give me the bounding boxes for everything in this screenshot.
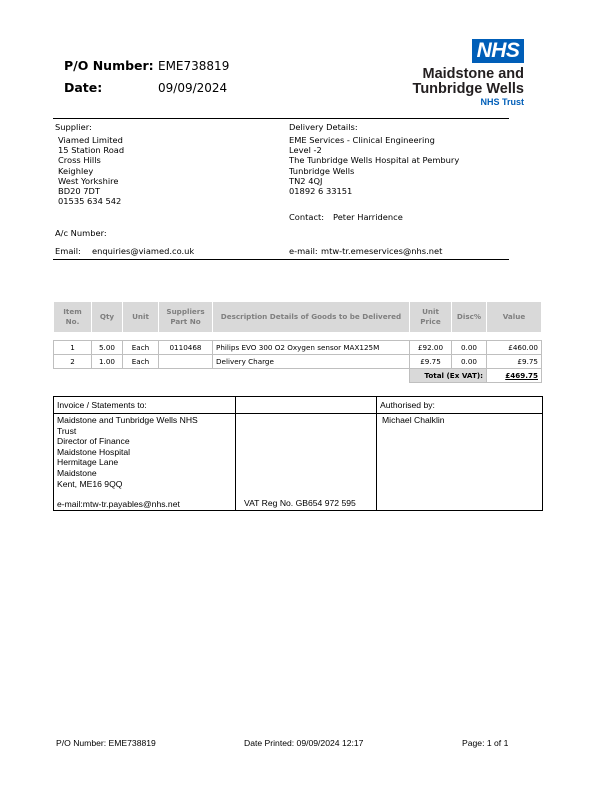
footer-date-printed: Date Printed: 09/09/2024 12:17	[244, 738, 364, 748]
item-unit: Each	[123, 341, 159, 355]
delivery-email[interactable]: mtw-tr.emeservices@nhs.net	[321, 246, 443, 256]
delivery-address-line: EME Services - Clinical Engineering	[289, 135, 435, 145]
supplier-email[interactable]: enquiries@viamed.co.uk	[92, 246, 195, 256]
total-value: £469.75	[487, 369, 542, 383]
authorised-label: Authorised by:	[377, 397, 543, 414]
items-header-row	[54, 302, 542, 333]
item-disc: 0.00	[452, 355, 487, 369]
item-disc: 0.00	[452, 341, 487, 355]
col-qty: Qty	[92, 302, 123, 333]
delivery-address-line: TN2 4QJ	[289, 175, 323, 186]
invoice-address-line: Maidstone	[57, 467, 97, 478]
invoice-label: Invoice / Statements to:	[54, 397, 236, 414]
delivery-address-line: The Tunbridge Wells Hospital at Pembury	[289, 155, 460, 166]
authorised-cell	[377, 414, 543, 511]
item-qty: 5.00	[92, 341, 123, 355]
col-unit: Unit	[123, 302, 159, 333]
trust-name-line3: NHS Trust	[480, 97, 524, 107]
item-no: 1	[54, 341, 92, 355]
col-disc: Disc%	[452, 302, 487, 333]
item-unit-price: £9.75	[410, 355, 452, 369]
col-supplier-part: Suppliers Part No	[159, 302, 213, 333]
invoice-box	[53, 396, 543, 511]
item-value: £460.00	[487, 341, 542, 355]
col-unit-price: Unit Price	[410, 302, 452, 333]
item-unit: Each	[123, 355, 159, 369]
supplier-address	[58, 135, 124, 206]
vat-cell	[236, 414, 377, 511]
delivery-address-line: Level -2	[289, 145, 322, 156]
trust-name-line1: Maidstone and	[422, 66, 524, 82]
footer-page: Page: 1 of 1	[462, 738, 509, 748]
contact-label: Contact:	[289, 212, 325, 222]
vat-reg-number: VAT Reg No. GB654 972 595	[244, 498, 356, 508]
invoice-address-line: Maidstone and Tunbridge Wells NHS	[57, 415, 198, 425]
supplier-address-line: Cross Hills	[58, 155, 101, 166]
col-item-no: Item No.	[54, 302, 92, 333]
items-table	[53, 301, 542, 383]
authorised-name: Michael Chalklin	[382, 415, 445, 425]
contact-name: Peter Harridence	[333, 212, 403, 222]
footer-po-number: P/O Number: EME738819	[56, 738, 156, 748]
supplier-address-line: Keighley	[58, 165, 94, 176]
supplier-address-line: 15 Station Road	[58, 145, 125, 156]
supplier-address-line: BD20 7DT	[58, 185, 101, 196]
date-value: 09/09/2024	[158, 81, 228, 95]
trust-name-line2: Tunbridge Wells	[412, 81, 524, 97]
invoice-address-cell	[54, 414, 236, 511]
invoice-address-line: Director of Finance	[57, 436, 130, 447]
item-supplier-part	[159, 355, 213, 369]
invoice-address-line: Hermitage Lane	[57, 457, 119, 468]
delivery-address-line: Tunbridge Wells	[289, 165, 355, 176]
invoice-address	[57, 415, 232, 489]
header-divider	[53, 118, 509, 119]
invoice-address-line: Maidstone Hospital	[57, 446, 131, 457]
supplier-email-label: Email:	[55, 246, 81, 256]
po-number-value: EME738819	[158, 59, 230, 73]
item-no: 2	[54, 355, 92, 369]
item-qty: 1.00	[92, 355, 123, 369]
ac-number-label: A/c Number:	[55, 228, 107, 238]
delivery-email-label: e-mail:	[289, 246, 318, 256]
supplier-address-line: Viamed Limited	[58, 135, 123, 145]
delivery-address-line: 01892 6 33151	[289, 185, 353, 196]
total-row	[54, 369, 542, 383]
po-number-label: P/O Number:	[64, 58, 154, 73]
col-value: Value	[487, 302, 542, 333]
delivery-address	[289, 135, 459, 196]
invoice-address-line: Trust	[57, 425, 77, 436]
item-supplier-part: 0110468	[159, 341, 213, 355]
table-row	[54, 341, 542, 355]
item-description: Delivery Charge	[213, 355, 410, 369]
supplier-address-line: 01535 634 542	[58, 196, 122, 207]
nhs-logo: NHS	[472, 39, 524, 63]
invoice-address-line: Kent, ME16 9QQ	[57, 478, 123, 489]
supplier-label: Supplier:	[55, 122, 92, 132]
supplier-address-line: West Yorkshire	[58, 175, 119, 186]
invoice-email[interactable]: e-mail:mtw-tr.payables@nhs.net	[57, 499, 180, 509]
date-label: Date:	[64, 80, 103, 95]
item-unit-price: £92.00	[410, 341, 452, 355]
col-description: Description Details of Goods to be Delivered	[213, 302, 410, 333]
total-label: Total (Ex VAT):	[410, 369, 487, 383]
item-description: Philips EVO 300 O2 Oxygen sensor MAX125M	[213, 341, 410, 355]
delivery-label: Delivery Details:	[289, 122, 358, 132]
table-row	[54, 355, 542, 369]
address-divider	[53, 259, 509, 260]
item-value: £9.75	[487, 355, 542, 369]
invoice-blank-header	[236, 397, 377, 414]
